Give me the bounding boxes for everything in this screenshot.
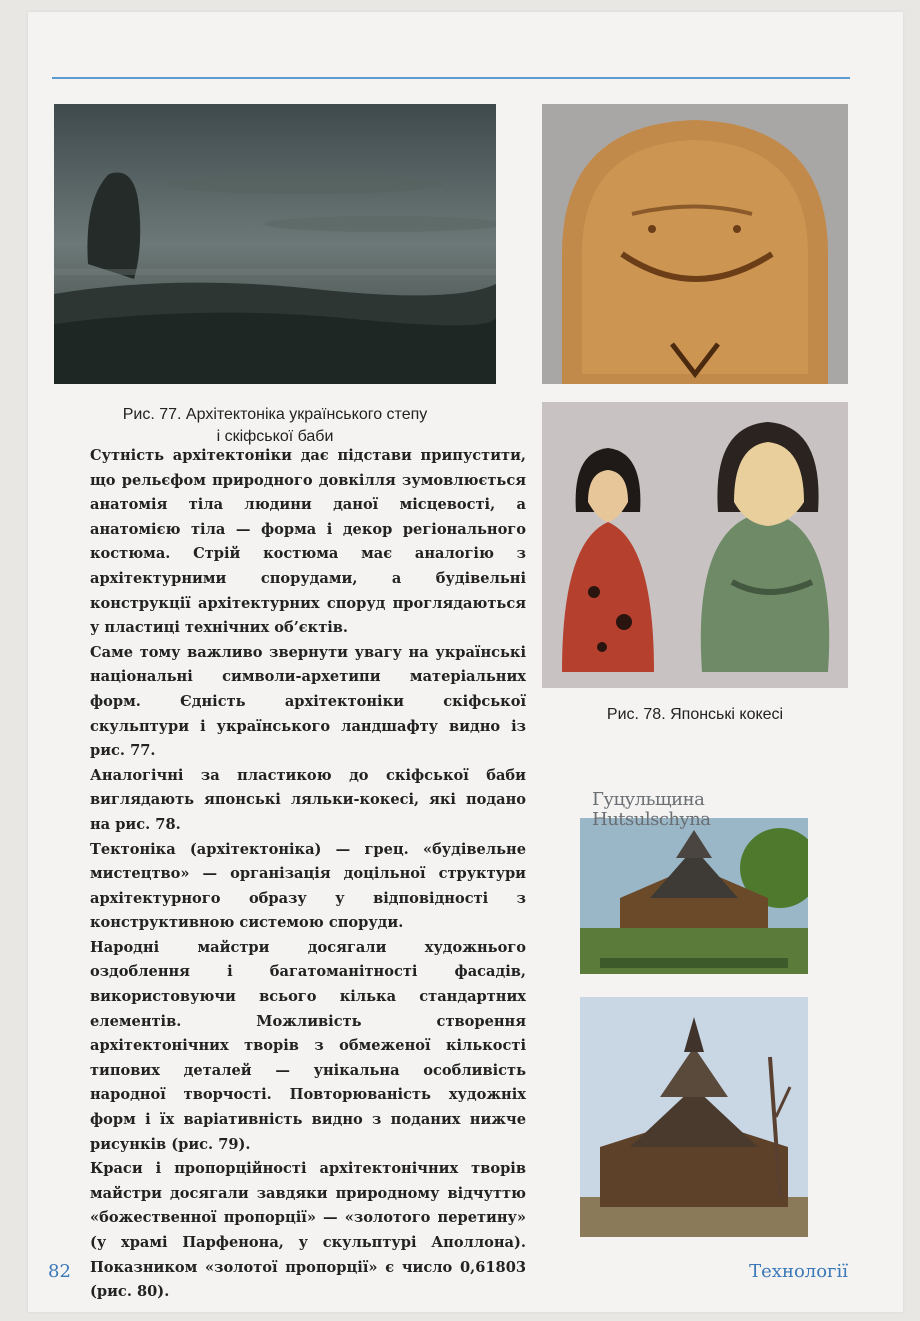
paragraph-6-text-b: (рис. 80).	[90, 1283, 170, 1301]
fig79-church-top-image	[580, 818, 808, 974]
paragraph-6	[90, 1157, 526, 1305]
paragraph-5-text: Народні майстри досягали художнього оздоблення і багатоманітності фасадів, використовуючи всього кілька стандартних елементів. Можливість створення архітектонічних творів з обмеженої кількості типових деталей — унікальна особливість народної творчості. Повторюваність художніх форм і їх варіативність видно з поданих нижче рисунків (рис. 79).	[90, 938, 526, 1153]
footer-title: Технології	[749, 1261, 848, 1282]
golden-ratio-number: число 0,61803	[401, 1258, 526, 1276]
paragraph-4-text: — грец. «будівельне мистецтво» — організація доцільної структури архітектурного образу у відповідності з конструктивною системою споруди.	[90, 840, 527, 932]
stamp-text	[592, 790, 711, 830]
header-rule	[52, 77, 850, 79]
fig78-caption: Рис. 78. Японські кокесі	[606, 706, 784, 723]
paragraph-4	[90, 838, 526, 936]
paragraph-1-text: Сутність архітектоніки дає підстави припустити, що рельєфом природного довкілля зумовлюється анатомія тіла людини даної місцевості, а анатомією тіла — форма і декор регіонального костюма. Стрій костюма має аналогію з архітектурними спорудами, а будівельні конструкції архітектурних споруд проглядаються у пластиці технічних об’єктів.	[90, 447, 526, 637]
page-number: 82	[48, 1261, 71, 1282]
fig77-caption	[54, 404, 496, 448]
paragraph-3	[90, 764, 526, 838]
fig77-caption-line1: Рис. 77. Архітектоніка українського степу	[122, 406, 428, 423]
stamp-line2: Hutsulschyna	[592, 809, 711, 830]
paragraph-2	[90, 641, 526, 764]
fig77-steppe-image	[54, 104, 496, 384]
fig79-church-bottom-image	[580, 997, 808, 1237]
fig78-kokeshi-pair-image	[542, 402, 848, 688]
stamp-line1: Гуцульщина	[592, 789, 705, 810]
body-text	[90, 444, 526, 1305]
fig77-caption-line2: і скіфської баби	[216, 428, 334, 445]
paragraph-6-text-a: Краси і пропорційності архітектонічних творів майстри досягали завдяки природному відчуттю «божественної пропорції» — «золотого перетину» (у храмі Парфенона, у скульптурі Аполлона). Показником «золотої пропорції» є	[90, 1160, 526, 1276]
paragraph-3-text: Аналогічні за пластикою до скіфської баби виглядають японські ляльки-кокесі, які подано на рис. 78.	[90, 766, 526, 833]
term-tectonics: Тектоніка (архітектоніка)	[90, 840, 322, 858]
paragraph-1	[90, 444, 526, 641]
paragraph-2-text: Саме тому важливо звернути увагу на українські національні символи-архетипи матеріальних форм. Єдність архітектоніки скіфської скульптури і українського ландшафту видно із рис. 77.	[90, 643, 526, 760]
fig78-kokeshi-top-image	[542, 104, 848, 384]
paragraph-5	[90, 936, 526, 1157]
